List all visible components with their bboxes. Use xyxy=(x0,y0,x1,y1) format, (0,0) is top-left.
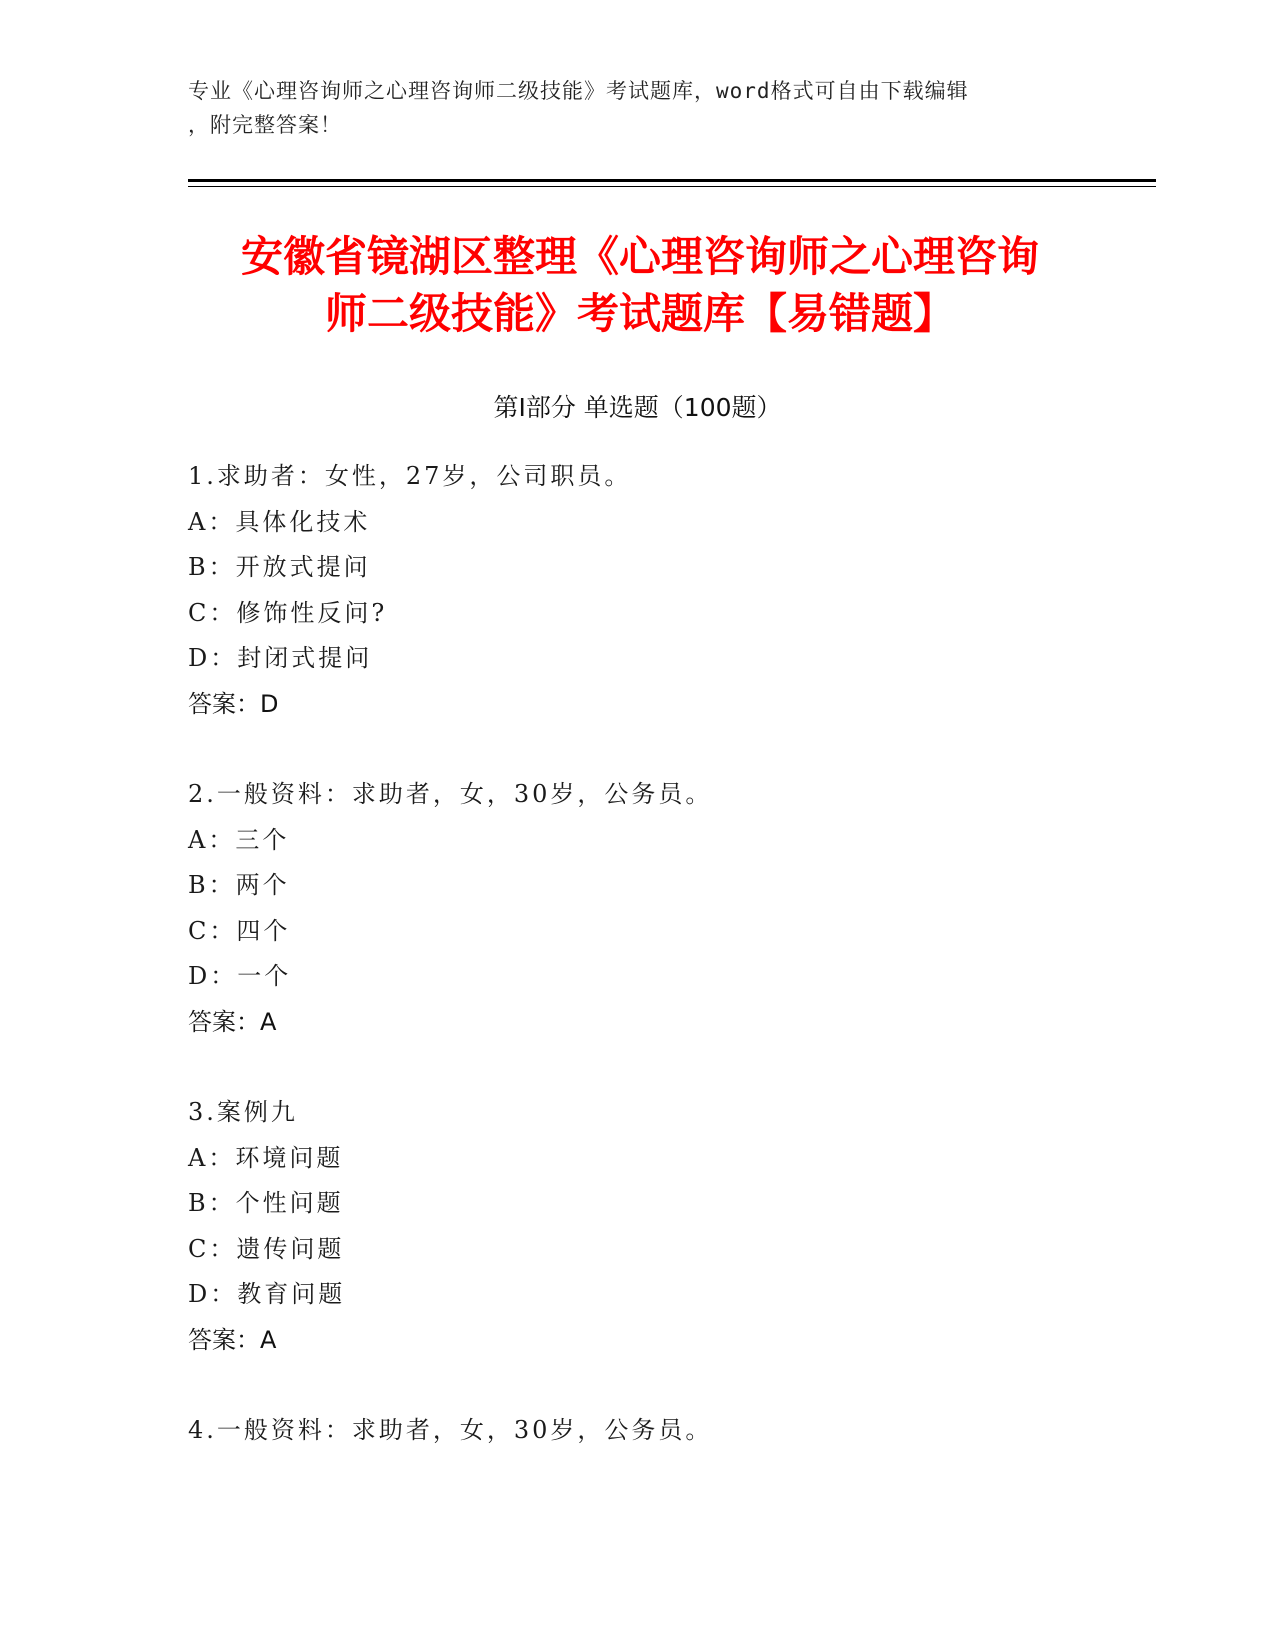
option-b: B：两个 xyxy=(188,871,290,899)
option-c: C：修饰性反问? xyxy=(188,598,388,627)
option-c: C：遗传问题 xyxy=(188,1234,345,1263)
option-a: A：三个 xyxy=(188,825,290,854)
option-c: C：四个 xyxy=(188,916,291,945)
option-d: D：一个 xyxy=(188,962,292,990)
question-stem: 2.一般资料：求助者，女，30岁，公务员。 xyxy=(188,780,713,808)
document-title-line-1: 安徽省镜湖区整理《心理咨询师之心理咨询 xyxy=(240,232,1039,281)
header-note xyxy=(188,74,1088,142)
question-2 xyxy=(188,772,1088,1045)
answer: 答案：D xyxy=(188,689,279,718)
document-title-line-2: 师二级技能》考试题库【易错题】 xyxy=(324,289,955,338)
question-1 xyxy=(188,454,1088,727)
answer: 答案：A xyxy=(188,1007,277,1036)
document-title xyxy=(160,228,1120,342)
option-b: B：个性问题 xyxy=(188,1189,344,1217)
header-note-line-1: 专业《心理咨询师之心理咨询师二级技能》考试题库，word格式可自由下载编辑 xyxy=(188,79,969,103)
option-b: B：开放式提问 xyxy=(188,553,371,581)
question-4 xyxy=(188,1408,1088,1454)
answer: 答案：A xyxy=(188,1325,277,1354)
option-d: D：教育问题 xyxy=(188,1280,346,1308)
question-stem: 4.一般资料：求助者，女，30岁，公务员。 xyxy=(188,1416,713,1444)
header-divider-thin xyxy=(188,186,1156,187)
section-heading: 第Ⅰ部分 单选题（100题） xyxy=(493,393,782,422)
question-stem: 1.求助者：女性，27岁，公司职员。 xyxy=(188,462,632,490)
question-3 xyxy=(188,1090,1088,1363)
question-stem: 3.案例九 xyxy=(188,1098,298,1126)
header-note-line-2: ，附完整答案！ xyxy=(188,113,342,137)
option-a: A：具体化技术 xyxy=(188,507,371,536)
header-divider-thick xyxy=(188,179,1156,182)
option-a: A：环境问题 xyxy=(188,1143,344,1172)
option-d: D：封闭式提问 xyxy=(188,644,373,672)
